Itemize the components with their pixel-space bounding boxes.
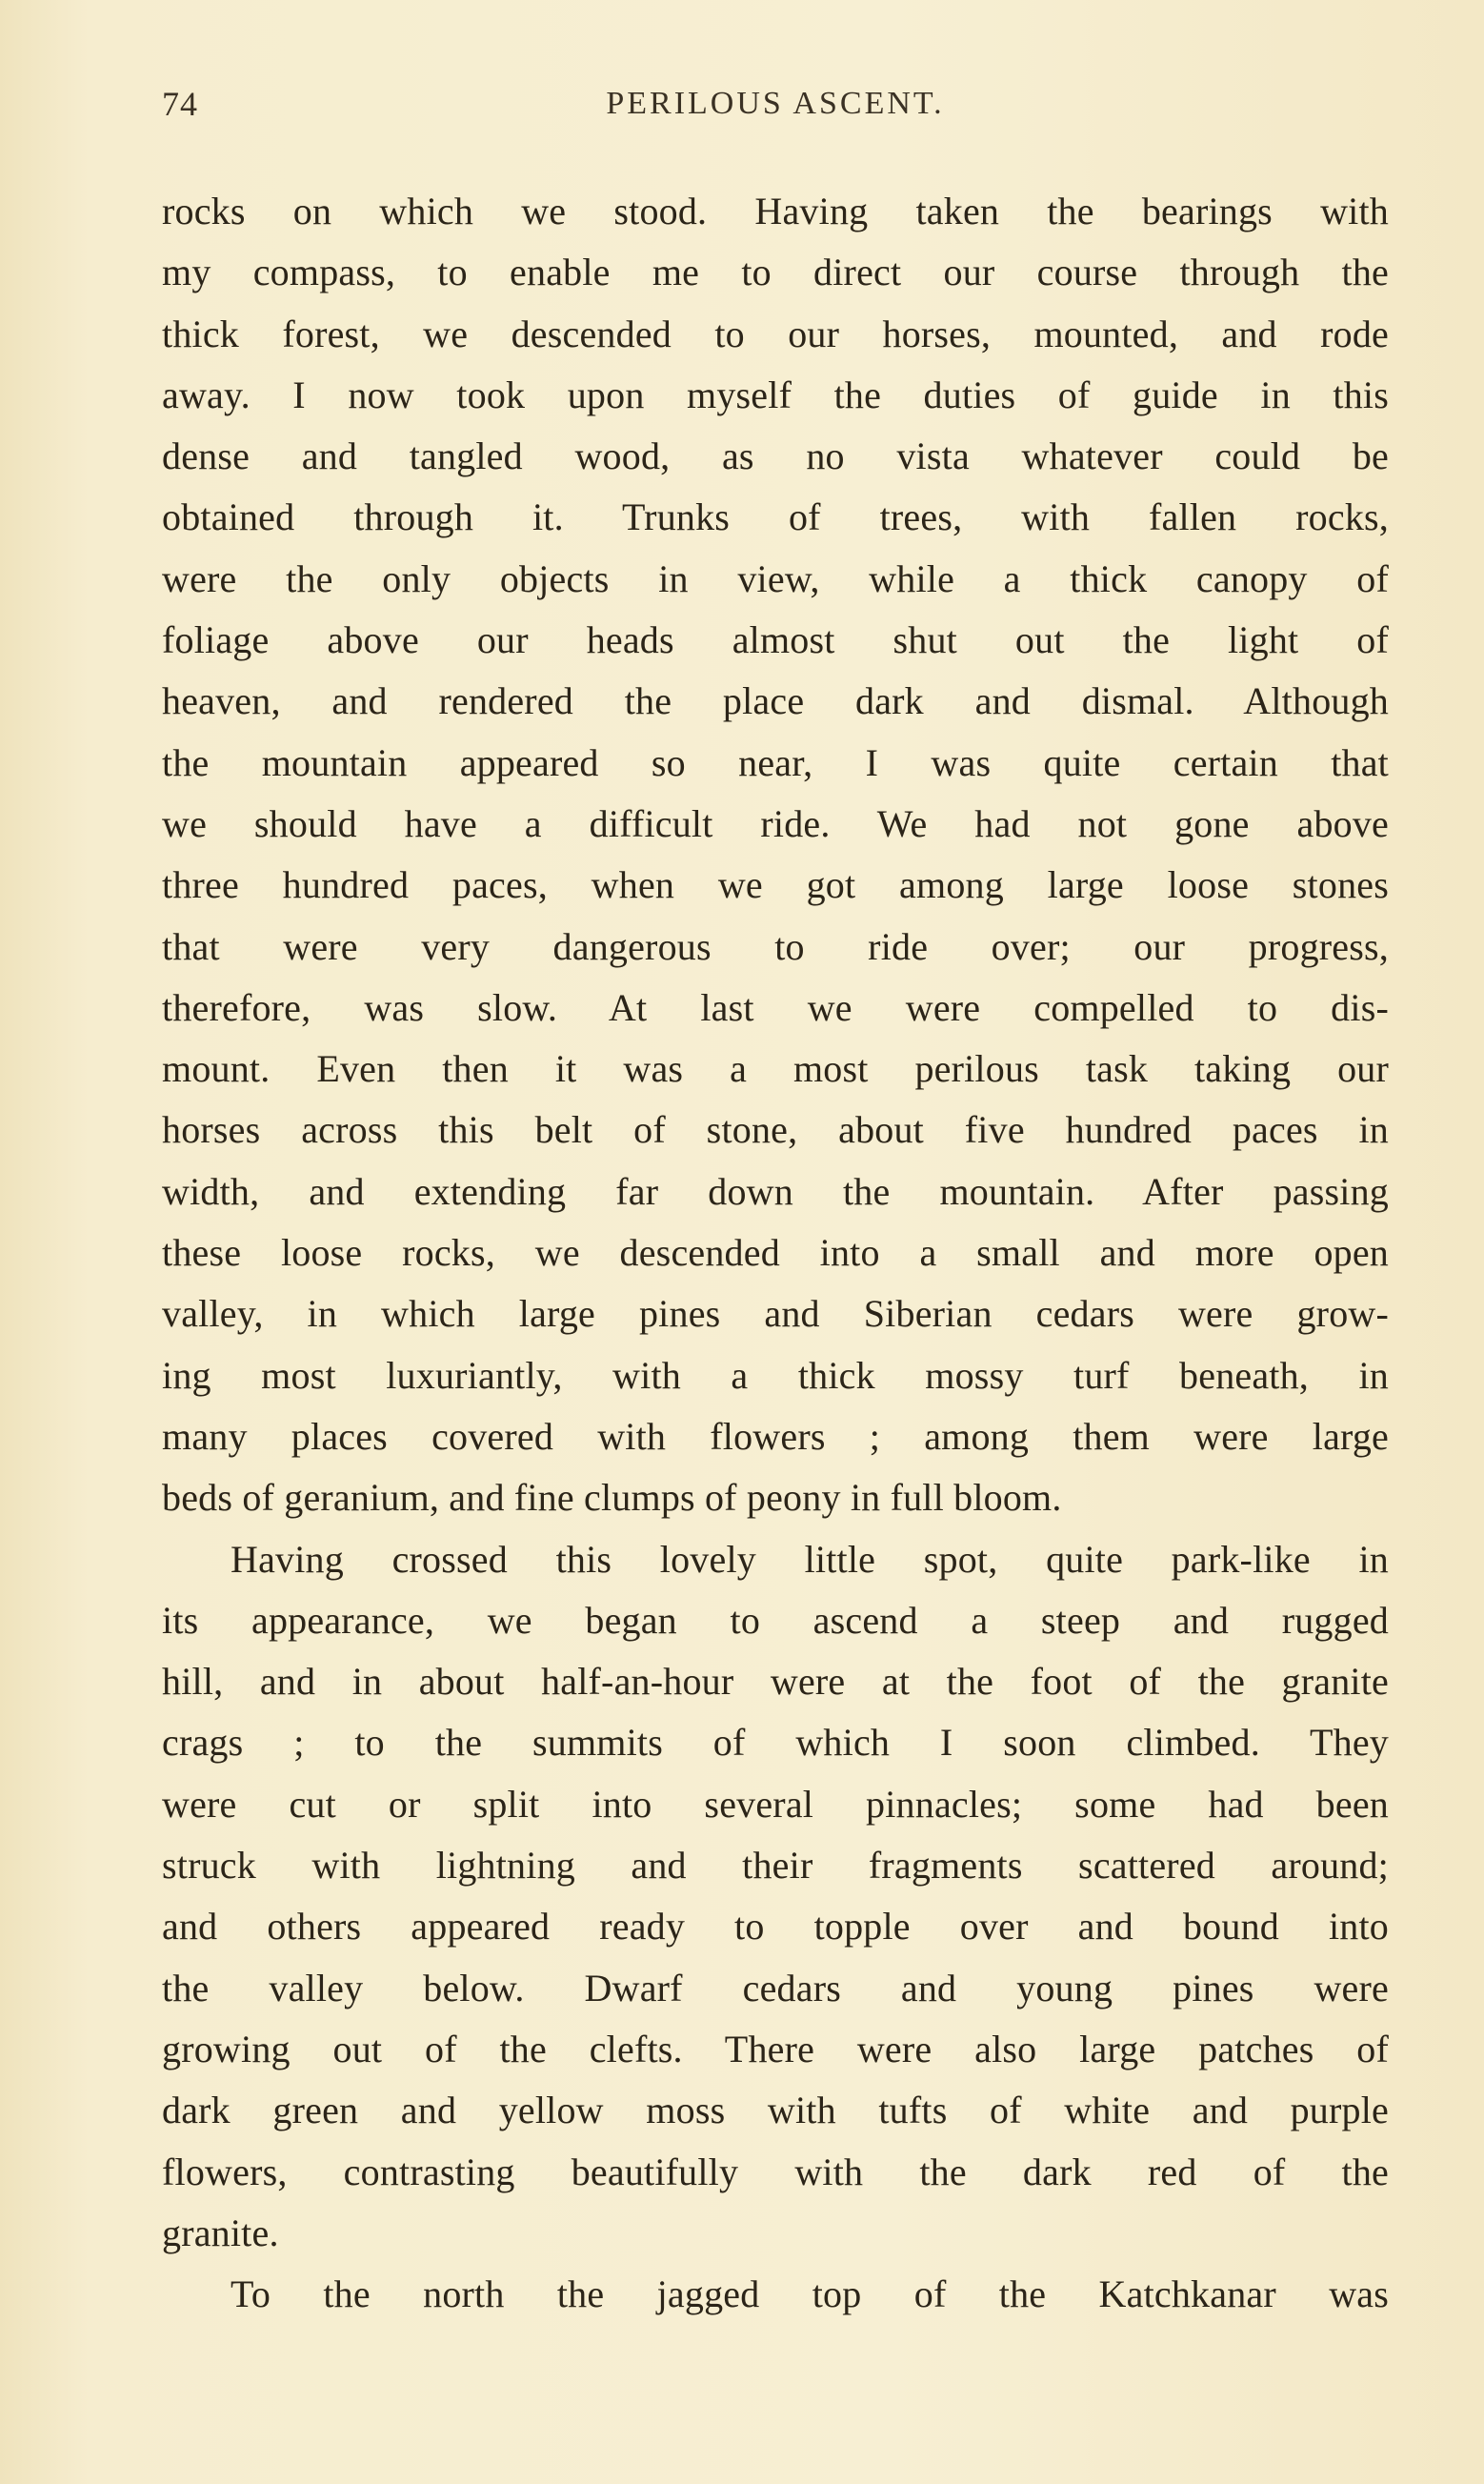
text-line: were cut or split into several pinnacles; some had been (162, 1782, 1389, 1826)
paragraph-end-line: beds of geranium, and fine clumps of peony in full bloom. (162, 1476, 1062, 1520)
text-line: ing most luxuriantly, with a thick mossy turf beneath, in (162, 1353, 1389, 1397)
text-line: and others appeared ready to topple over and bound into (162, 1905, 1389, 1949)
text-line: therefore, was slow. At last we were compelled to dis- (162, 985, 1389, 1029)
text-line: hill, and in about half-an-hour were at the foot of the granite (162, 1660, 1389, 1704)
text-line: thick forest, we descended to our horses, mounted, and rode (162, 312, 1389, 355)
text-line: struck with lightning and their fragments scattered around; (162, 1844, 1389, 1888)
text-line: obtained through it. Trunks of trees, with fallen rocks, (162, 495, 1389, 539)
paragraph-end-line: granite. (162, 2211, 279, 2254)
text-line: width, and extending far down the mountain. After passing (162, 1169, 1389, 1213)
text-line: growing out of the clefts. There were also large patches of (162, 2027, 1389, 2070)
text-line: valley, in which large pines and Siberian cedars were grow- (162, 1292, 1389, 1336)
paragraph-start-line: To the north the jagged top of the Katchkanar was (231, 2272, 1389, 2316)
text-line: these loose rocks, we descended into a small and more open (162, 1231, 1389, 1275)
text-line: crags ; to the summits of which I soon climbed. They (162, 1721, 1389, 1765)
text-line: foliage above our heads almost shut out the light of (162, 618, 1389, 662)
page-header (162, 84, 1389, 130)
text-line: my compass, to enable me to direct our course through the (162, 251, 1389, 294)
text-line: that were very dangerous to ride over; our progress, (162, 924, 1389, 968)
body-text (162, 181, 1389, 2325)
text-line: its appearance, we began to ascend a steep and rugged (162, 1598, 1389, 1642)
text-line: heaven, and rendered the place dark and dismal. Although (162, 679, 1389, 723)
text-line: the valley below. Dwarf cedars and young pines were (162, 1966, 1389, 2009)
text-line: many places covered with flowers ; among them were large (162, 1414, 1389, 1458)
text-line: were the only objects in view, while a thick canopy of (162, 556, 1389, 600)
text-line: horses across this belt of stone, about five hundred paces in (162, 1108, 1389, 1152)
text-line: away. I now took upon myself the duties of guide in this (162, 373, 1389, 416)
text-line: mount. Even then it was a most perilous task taking our (162, 1047, 1389, 1091)
paragraph-start-line: Having crossed this lovely little spot, quite park-like in (231, 1537, 1389, 1581)
page-number: 74 (162, 85, 198, 123)
text-line: rocks on which we stood. Having taken the bearings with (162, 190, 1389, 232)
text-line: dark green and yellow moss with tufts of white and purple (162, 2089, 1389, 2132)
text-line: three hundred paces, when we got among large loose stones (162, 863, 1389, 907)
text-line: dense and tangled wood, as no vista whatever could be (162, 434, 1389, 478)
running-head: PERILOUS ASCENT. (606, 86, 945, 121)
text-line: the mountain appeared so near, I was quite certain that (162, 740, 1389, 784)
text-line: we should have a difficult ride. We had not gone above (162, 801, 1389, 845)
text-line: flowers, contrasting beautifully with the dark red of the (162, 2150, 1389, 2193)
